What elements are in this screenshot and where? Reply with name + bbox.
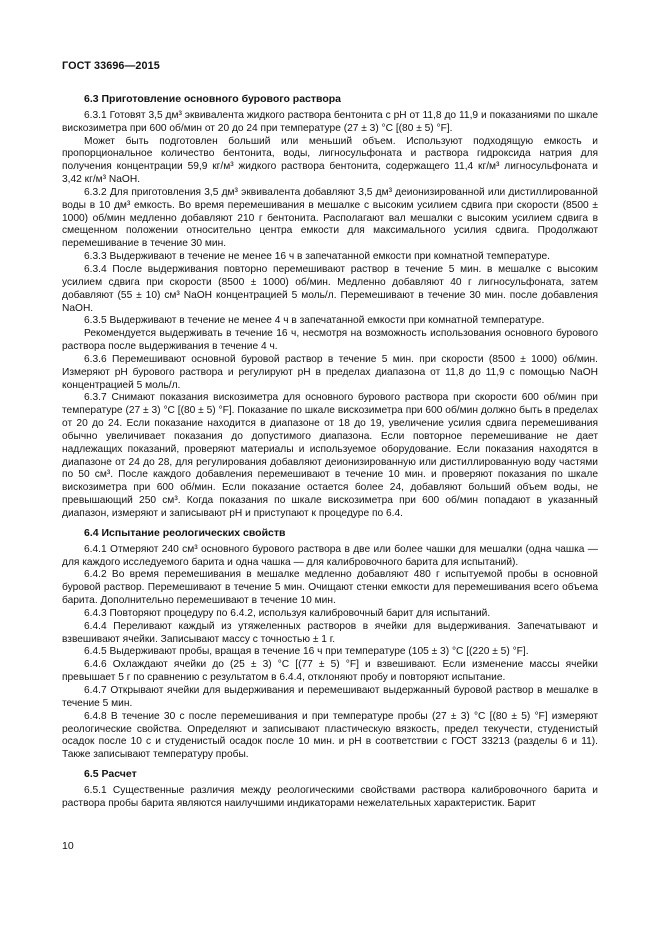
- section-6-4: [62, 527, 598, 762]
- paragraph: 6.5.1 Существенные различия между реологическими свойствами раствора калибровочного барита и раствора пробы барита являются наилучшими индикаторами нежелательных характеристик. Барит: [62, 784, 598, 809]
- page-number: 10: [62, 840, 74, 852]
- paragraph: 6.4.6 Охлаждают ячейки до (25 ± 3) °С [(77 ± 5) °F] и взвешивают. Если изменение массы ячейки превышает 5 г по сравнению с результатом в 6.4.4, отклоняют пробу и повторяют испытание.: [62, 659, 598, 684]
- paragraph: 6.4.1 Отмеряют 240 см³ основного бурового раствора в две или более чашки для мешалки (одна чашка — для каждого исследуемого барита и одна чашка — для калибровочного барита для испытаний).: [62, 543, 598, 568]
- paragraph: 6.4.2 Во время перемешивания в мешалке медленно добавляют 480 г испытуемой пробы в основной буровой раствор. Перемешивают в течение 5 мин. Очищают стенки емкости для перемешивания всего объема барита. Дополнительно перемешивают в течение 10 мин.: [62, 569, 598, 607]
- paragraph: 6.4.4 Переливают каждый из утяжеленных растворов в ячейки для выдерживания. Запечатывают и взвешивают ячейки. Записывают массу с точностью ± 1 г.: [62, 620, 598, 645]
- standard-header: ГОСТ 33696—2015: [62, 60, 160, 72]
- paragraph: 6.3.2 Для приготовления 3,5 дм³ эквивалента добавляют 3,5 дм³ деионизированной или дистиллированной воды в 10 дм³ емкость. Во время перемешивания в мешалке с высоким усилием сдвига при скорости (8500 ± 1000) об/мин медленно добавляют 210 г бентонита. Располагают вал мешалки с высоким усилием сдвига в смещенном положении относительно центра емкости для максимального усилия сдвига. Продолжают перемешивание в течение 30 мин.: [62, 186, 598, 250]
- paragraph: 6.3.1 Готовят 3,5 дм³ эквивалента жидкого раствора бентонита с pH от 11,8 до 11,9 и показаниями по шкале вискозиметра при 600 об/мин от 20 до 24 при температуре (27 ± 3) °С [(80 ± 5) °F].: [62, 109, 598, 134]
- paragraph: 6.4.8 В течение 30 с после перемешивания и при температуре пробы (27 ± 3) °С [(80 ± 5) °F] измеряют реологические свойства. Определяют и записывают пластическую вязкость, предел текучести, студенистый осадок после 10 с и студенистый осадок после 10 мин. и pH в соответствии с ГОСТ 33213 (разделы 6 и 11). Также записывают температуру пробы.: [62, 710, 598, 761]
- section-6-5: [62, 768, 598, 811]
- paragraph: 6.3.6 Перемешивают основной буровой раствор в течение 5 мин. при скорости (8500 ± 1000) об/мин. Измеряют pH бурового раствора и регулируют pH в пределах диапазона от 11,8 до 11,9 с помощью NaOH концентрацией 5 моль/л.: [62, 353, 598, 391]
- section-6-3: [62, 93, 598, 521]
- section-heading: 6.5 Расчет: [84, 768, 137, 781]
- paragraph: 6.4.3 Повторяют процедуру по 6.4.2, используя калибровочный барит для испытаний.: [84, 607, 491, 619]
- document-body: [62, 93, 598, 811]
- paragraph: 6.3.3 Выдерживают в течение не менее 16 ч в запечатанной емкости при комнатной температуре.: [84, 251, 550, 263]
- paragraph: 6.3.7 Снимают показания вискозиметра для основного бурового раствора при скорости 600 об/мин при температуре (27 ± 3) °С [(80 ± 5) °F]. Показание по шкале вискозиметра при 600 об/мин должно быть в пределах от 20 до 24. Если показание находится в диапазоне от 18 до 19, увеличение усилия сдвига перемешивания обычно увеличивает показания до допустимого диапазона. Если повторное перемешивание не дает надлежащих показаний, проверяют материалы и используемое оборудование. Если показания находятся в диапазоне от 24 до 28, для регулирования добавляют деионизированную или дистиллированную воду частями по 50 см³. После каждого добавления перемешивают в течение 10 мин. и проверяют показания по шкале вискозиметра при 600 об/мин. Если показание остается более 24, добавляют больший объем воды, не превышающий 250 см³. Когда показания по шкале вискозиметра при 600 об/мин попадают в указанный диапазон, измеряют и записывают pH и приступают к процедуре по 6.4.: [62, 392, 598, 519]
- paragraph: Может быть подготовлен больший или меньший объем. Используют подходящую емкость и пропорциональное количество бентонита, воды, лигносульфоната и раствора гидроксида натрия для получения концентрации 59,9 кг/м³ жидкого раствора бентонита, содержащего 11,4 кг/м³ лигносульфоната и 3,42 кг/м³ NaOH.: [62, 135, 598, 186]
- section-heading: 6.4 Испытание реологических свойств: [84, 526, 286, 539]
- paragraph: 6.4.5 Выдерживают пробы, вращая в течение 16 ч при температуре (105 ± 3) °С [(220 ± 5) °F].: [84, 646, 529, 658]
- paragraph: Рекомендуется выдерживать в течение 16 ч, несмотря на возможность использования основного бурового раствора после выдерживания в течение 4 ч.: [62, 328, 598, 353]
- paragraph: 6.3.4 После выдерживания повторно перемешивают раствор в течение 5 мин. в мешалке с высоким усилием сдвига при скорости (8500 ± 1000) об/мин. Медленно добавляют 40 г лигносульфоната, затем добавляют (55 ± 10) см³ NaOH концентрацией 5 моль/л. Перемешивают в течение 30 мин. после добавления NaOH.: [62, 263, 598, 314]
- paragraph: 6.4.7 Открывают ячейки для выдерживания и перемешивают выдержанный буровой раствор в мешалке в течение 5 мин.: [62, 684, 598, 709]
- paragraph: 6.3.5 Выдерживают в течение не менее 4 ч в запечатанной емкости при комнатной температуре.: [84, 315, 545, 327]
- section-heading: 6.3 Приготовление основного бурового раствора: [84, 93, 342, 105]
